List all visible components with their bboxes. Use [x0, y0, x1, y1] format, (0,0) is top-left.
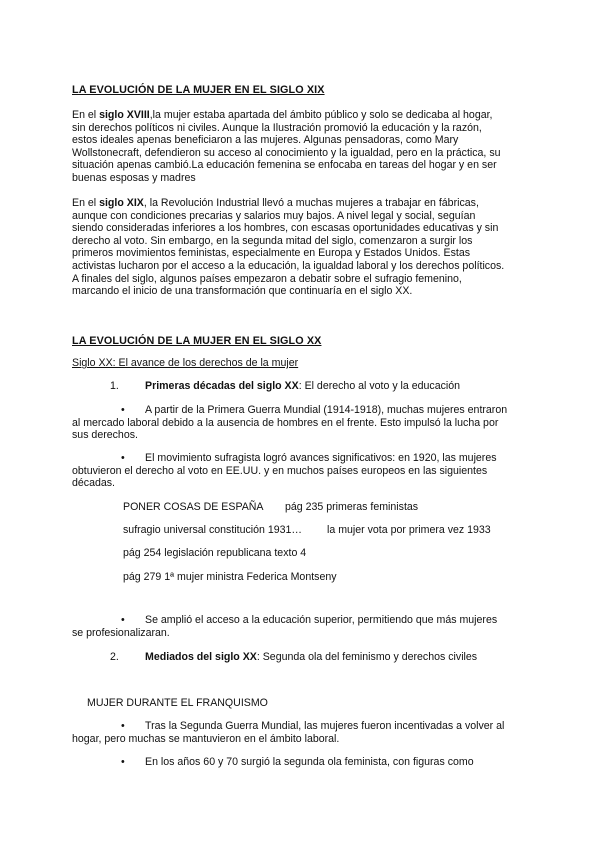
text-run: En el: [72, 109, 100, 121]
section-heading-siglo-xx: LA EVOLUCIÓN DE LA MUJER EN EL SIGLO XX: [72, 335, 322, 347]
bullet-line: obtuvieron el derecho al voto en EE.UU. y en muchos países europeos en las siguientes: [72, 464, 488, 477]
paragraph-line: Wollstonecraft, defendieron su acceso al conocimiento y la igualdad, pero en la práctica, su: [72, 146, 501, 159]
bullet-line: Se amplió el acceso a la educación superior, permitiendo que más mujeres: [145, 614, 498, 626]
list-item-heading: [145, 651, 477, 664]
bullet-line: En los años 60 y 70 surgió la segunda ola feminista, con figuras como: [145, 756, 474, 768]
paragraph-line: [72, 197, 479, 210]
note-text: la mujer vota por primera vez 1933: [327, 524, 491, 536]
note-text: sufragio universal constitución 1931…: [123, 524, 303, 536]
paragraph-line: primeros movimientos feministas, especialmente en Europa y Estados Unidos. Estas: [72, 247, 471, 260]
bullet-icon: •: [121, 404, 125, 416]
section-subheading: Siglo XX: El avance de los derechos de la mujer: [72, 357, 299, 369]
list-item-heading: [145, 380, 460, 393]
paragraph-line: aunque con condiciones precarias y salarios muy bajos. A nivel legal y social, seguían: [72, 209, 476, 222]
text-run: ,la mujer estaba apartada del ámbito público y solo se dedicaba al hogar,: [149, 109, 493, 121]
bold-term: Mediados del siglo XX: [145, 651, 257, 663]
paragraph-line: marcando el inicio de una transformación que continuaría en el siglo XX.: [72, 285, 413, 298]
bullet-line: El movimiento sufragista logró avances significativos: en 1920, las mujeres: [145, 452, 497, 464]
bullet-line: Tras la Segunda Guerra Mundial, las mujeres fueron incentivadas a volver al: [145, 720, 505, 732]
bullet-line: se profesionalizaran.: [72, 626, 170, 639]
bullet-line: al mercado laboral debido a la ausencia de hombres en el frente. Esto impulsó la lucha por: [72, 416, 499, 429]
text-run: En el: [72, 197, 100, 209]
text-run: , la Revolución Industrial llevó a muchas mujeres a trabajar en fábricas,: [143, 197, 479, 209]
bold-term: siglo XIX: [99, 197, 144, 209]
bullet-line: A partir de la Primera Guerra Mundial (1914-1918), muchas mujeres entraron: [145, 404, 508, 416]
bullet-line: hogar, pero muchas se mantuvieron en el ámbito laboral.: [72, 732, 340, 745]
paragraph-line: buenas esposas y madres: [72, 172, 196, 184]
bullet-icon: •: [121, 720, 125, 732]
paragraph-line: situación apenas cambió.La educación femenina se enfocaba en tareas del hogar y en ser: [72, 159, 497, 172]
bullet-line: sus derechos.: [72, 429, 138, 442]
paragraph-line: [72, 109, 492, 122]
bullet-icon: •: [121, 756, 125, 768]
note-text: pág 254 legislación republicana texto 4: [123, 547, 307, 559]
list-number: 2.: [110, 651, 119, 663]
bullet-icon: •: [121, 452, 125, 464]
paragraph-line: A finales del siglo, algunos países empezaron a debatir sobre el sufragio femenino,: [72, 272, 462, 285]
bold-term: siglo XVIII: [99, 109, 150, 121]
paragraph-line: activistas lucharon por el acceso a la educación, la igualdad laboral y los derechos políticos.: [72, 260, 505, 272]
note-text: pág 235 primeras feministas: [285, 501, 419, 513]
paragraph-line: estos ideales apenas beneficiaron a las mujeres. Algunas pensadoras, como Mary: [72, 134, 459, 147]
section-heading-siglo-xix: LA EVOLUCIÓN DE LA MUJER EN EL SIGLO XIX: [72, 84, 325, 96]
note-text: pág 279 1ª mujer ministra Federica Montseny: [123, 571, 337, 583]
paragraph-line: sin derechos políticos ni civiles. Aunque la Ilustración promovió la educación y la razón,: [72, 121, 482, 134]
bold-term: Primeras décadas del siglo XX: [145, 380, 299, 392]
paragraph-line: siendo consideradas inferiores a los hombres, con escasas oportunidades educativas y sin: [72, 222, 499, 235]
section-heading-franquismo: MUJER DURANTE EL FRANQUISMO: [87, 697, 268, 709]
bullet-icon: •: [121, 614, 125, 626]
text-run: : Segunda ola del feminismo y derechos civiles: [256, 651, 478, 663]
paragraph-line: derecho al voto. Sin embargo, en la segunda mitad del siglo, comenzaron a surgir los: [72, 234, 473, 247]
bullet-line: décadas.: [72, 477, 115, 490]
note-text: PONER COSAS DE ESPAÑA: [123, 501, 264, 513]
text-run: : El derecho al voto y la educación: [298, 380, 461, 392]
list-number: 1.: [110, 380, 119, 392]
